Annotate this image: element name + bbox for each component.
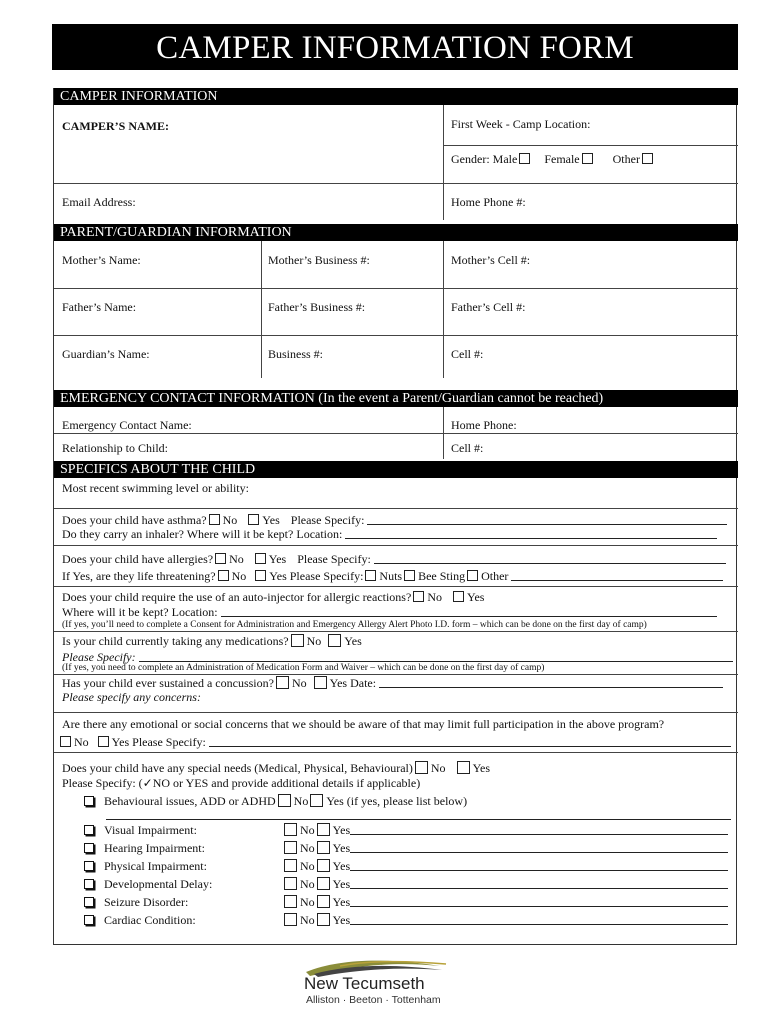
camper-form <box>53 88 737 945</box>
camper-section-header: CAMPER INFORMATION <box>54 88 738 105</box>
bullet-box-icon <box>84 897 94 907</box>
behavioural-yes-checkbox[interactable] <box>310 794 323 807</box>
medications-question: Is your child currently taking any medications? No Yes <box>62 634 362 648</box>
emergency-home-phone-label: Home Phone: <box>451 418 517 432</box>
condition-row <box>84 841 728 855</box>
special-needs-question: Does your child have any special needs (Medical, Physical, Behavioural) No Yes <box>62 761 491 775</box>
concussion-no-checkbox[interactable] <box>276 676 289 689</box>
medications-specify: Please Specify: <box>62 650 733 664</box>
autoinjector-location: Where will it be kept? Location: <box>62 605 717 619</box>
asthma-question: Does your child have asthma? No Yes Please Specify: <box>62 513 727 527</box>
concussion-question: Has your child ever sustained a concussion? No Yes Date: <box>62 676 723 690</box>
behavioural-row: Behavioural issues, ADD or ADHD No Yes (if yes, please list below) <box>84 794 467 808</box>
condition-yes-label: Yes <box>332 913 351 927</box>
allergies-question: Does your child have allergies? No Yes Please Specify: <box>62 552 726 566</box>
condition-details-line[interactable] <box>350 860 728 871</box>
condition-no-checkbox[interactable] <box>284 913 297 926</box>
bullet-box-icon <box>84 796 94 806</box>
other-allergy-line[interactable] <box>511 570 723 581</box>
asthma-specify-line[interactable] <box>367 514 727 525</box>
allergies-no-checkbox[interactable] <box>215 553 226 564</box>
bullet-box-icon <box>84 879 94 889</box>
mother-cell-label: Mother’s Cell #: <box>451 253 531 267</box>
logo-name: New Tecumseth <box>304 974 425 993</box>
medication-note: (If yes, you need to complete an Administration of Medication Form and Waiver – which can be done on the first day of camp) <box>62 663 545 673</box>
condition-row <box>84 823 728 837</box>
concussion-yes-checkbox[interactable] <box>314 676 327 689</box>
new-tecumseth-logo <box>300 956 450 1012</box>
emotional-specify-line[interactable] <box>209 736 731 747</box>
condition-yes-label: Yes <box>332 859 351 873</box>
condition-no-label: No <box>300 895 315 909</box>
emotional-yes-checkbox[interactable] <box>98 736 109 747</box>
swimming-label: Most recent swimming level or ability: <box>62 481 249 495</box>
condition-details-line[interactable] <box>350 878 728 889</box>
condition-row <box>84 895 728 909</box>
condition-label: Developmental Delay: <box>104 877 213 891</box>
autoinjector-yes-checkbox[interactable] <box>453 591 464 602</box>
condition-yes-checkbox[interactable] <box>317 859 330 872</box>
camper-name-label: CAMPER’S NAME: <box>62 119 169 133</box>
guardian-cell-label: Cell #: <box>451 347 484 361</box>
condition-yes-checkbox[interactable] <box>317 823 330 836</box>
mother-business-label: Mother’s Business #: <box>268 253 370 267</box>
emotional-question: Are there any emotional or social concerns that we should be aware of that may limit full participation in the above program? <box>62 717 665 731</box>
emergency-cell-label: Cell #: <box>451 441 484 455</box>
nuts-checkbox[interactable] <box>365 570 376 581</box>
gender-other-label: Other <box>612 152 640 166</box>
life-threatening-question: If Yes, are they life threatening? No Yes Please Specify: Nuts Bee Sting Other <box>62 569 723 583</box>
allergies-specify-line[interactable] <box>374 553 726 564</box>
condition-no-label: No <box>300 913 315 927</box>
life-threat-yes-checkbox[interactable] <box>255 570 266 581</box>
concerns-label: Please specify any concerns: <box>62 690 201 704</box>
behavioural-no-checkbox[interactable] <box>278 794 291 807</box>
autoinjector-location-line[interactable] <box>221 606 717 617</box>
condition-no-checkbox[interactable] <box>284 841 297 854</box>
bullet-box-icon <box>84 843 94 853</box>
condition-no-checkbox[interactable] <box>284 859 297 872</box>
gender-female-label: Female <box>544 152 580 166</box>
condition-yes-checkbox[interactable] <box>317 895 330 908</box>
bee-sting-checkbox[interactable] <box>404 570 415 581</box>
autoinjector-no-checkbox[interactable] <box>413 591 424 602</box>
autoinjector-note: (If yes, you’ll need to complete a Consent for Administration and Emergency Allergy Alert Photo I.D. form – which can be done on the first day of camp) <box>62 620 647 630</box>
camp-location-label: First Week - Camp Location: <box>451 117 591 131</box>
condition-row <box>84 913 728 927</box>
asthma-yes-checkbox[interactable] <box>248 514 259 525</box>
condition-no-checkbox[interactable] <box>284 823 297 836</box>
inhaler-question: Do they carry an inhaler? Where will it be kept? Location: <box>62 527 717 541</box>
asthma-no-checkbox[interactable] <box>209 514 220 525</box>
special-specify-line: Please Specify: (✓NO or YES and provide additional details if applicable) <box>62 776 421 790</box>
emergency-section-header: EMERGENCY CONTACT INFORMATION (In the event a Parent/Guardian cannot be reached) <box>54 390 738 407</box>
father-business-label: Father’s Business #: <box>268 300 366 314</box>
condition-label: Visual Impairment: <box>104 823 197 837</box>
medications-yes-checkbox[interactable] <box>328 634 341 647</box>
condition-row <box>84 859 728 873</box>
email-label: Email Address: <box>62 195 136 209</box>
behavioural-list-line[interactable] <box>106 819 731 820</box>
emotional-no-checkbox[interactable] <box>60 736 71 747</box>
gender-other-checkbox[interactable] <box>642 153 653 164</box>
logo-subtitle: Alliston · Beeton · Tottenham <box>306 994 441 1006</box>
emergency-contact-label: Emergency Contact Name: <box>62 418 192 432</box>
condition-yes-label: Yes <box>332 895 351 909</box>
condition-details-line[interactable] <box>350 842 728 853</box>
father-name-label: Father’s Name: <box>62 300 137 314</box>
other-allergy-checkbox[interactable] <box>467 570 478 581</box>
bullet-box-icon <box>84 861 94 871</box>
condition-details-line[interactable] <box>350 914 728 925</box>
gender-female-checkbox[interactable] <box>582 153 593 164</box>
allergies-yes-checkbox[interactable] <box>255 553 266 564</box>
form-title: CAMPER INFORMATION FORM <box>52 24 738 70</box>
condition-yes-checkbox[interactable] <box>317 877 330 890</box>
father-cell-label: Father’s Cell #: <box>451 300 526 314</box>
condition-details-line[interactable] <box>350 896 728 907</box>
condition-label: Hearing Impairment: <box>104 841 205 855</box>
bullet-box-icon <box>84 915 94 925</box>
home-phone-label: Home Phone #: <box>451 195 526 209</box>
condition-no-label: No <box>300 823 315 837</box>
specifics-section-header: SPECIFICS ABOUT THE CHILD <box>54 461 738 478</box>
condition-no-checkbox[interactable] <box>284 877 297 890</box>
condition-yes-label: Yes <box>332 823 351 837</box>
special-yes-checkbox[interactable] <box>457 761 470 774</box>
condition-label: Physical Impairment: <box>104 859 207 873</box>
condition-no-label: No <box>300 877 315 891</box>
condition-no-label: No <box>300 841 315 855</box>
mother-name-label: Mother’s Name: <box>62 253 141 267</box>
inhaler-location-line[interactable] <box>345 528 717 539</box>
medications-no-checkbox[interactable] <box>291 634 304 647</box>
concussion-date-line[interactable] <box>379 677 723 688</box>
gender-field <box>451 152 656 166</box>
condition-label: Seizure Disorder: <box>104 895 189 909</box>
emotional-answer: No Yes Please Specify: <box>58 735 731 749</box>
condition-yes-checkbox[interactable] <box>317 913 330 926</box>
bullet-box-icon <box>84 825 94 835</box>
relationship-label: Relationship to Child: <box>62 441 169 455</box>
condition-yes-label: Yes <box>332 877 351 891</box>
guardian-business-label: Business #: <box>268 347 324 361</box>
gender-male-label: Gender: Male <box>451 152 518 166</box>
parent-section-header: PARENT/GUARDIAN INFORMATION <box>54 224 738 241</box>
special-no-checkbox[interactable] <box>415 761 428 774</box>
condition-yes-checkbox[interactable] <box>317 841 330 854</box>
condition-no-checkbox[interactable] <box>284 895 297 908</box>
condition-label: Cardiac Condition: <box>104 913 196 927</box>
autoinjector-question: Does your child require the use of an auto-injector for allergic reactions? No Yes <box>62 590 485 604</box>
condition-details-line[interactable] <box>350 824 728 835</box>
condition-yes-label: Yes <box>332 841 351 855</box>
guardian-name-label: Guardian’s Name: <box>62 347 150 361</box>
medications-specify-line[interactable] <box>139 651 733 662</box>
condition-no-label: No <box>300 859 315 873</box>
gender-male-checkbox[interactable] <box>519 153 530 164</box>
life-threat-no-checkbox[interactable] <box>218 570 229 581</box>
condition-row <box>84 877 728 891</box>
